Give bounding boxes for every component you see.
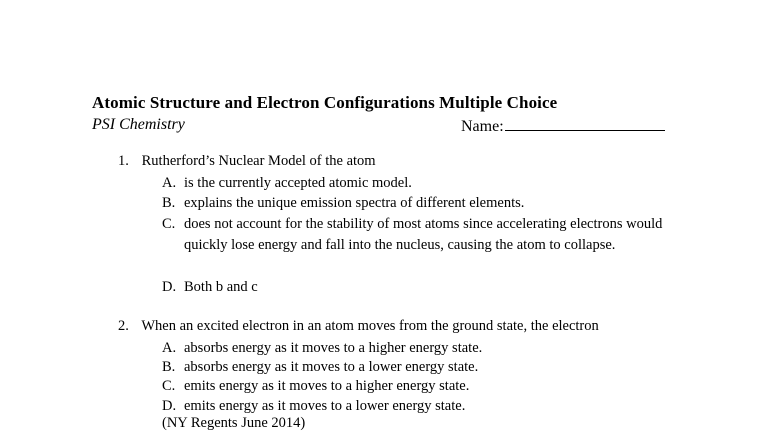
option-letter: C.	[162, 216, 176, 232]
question-text: When an excited electron in an atom moves from the ground state, the electron	[141, 318, 599, 334]
question-2-option-c[interactable]	[162, 376, 704, 396]
question-1-option-c[interactable]	[162, 214, 684, 256]
question-1-option-b[interactable]	[162, 193, 704, 213]
option-letter: A.	[162, 340, 177, 356]
option-text: does not account for the stability of most atoms since accelerating electrons would quickly lose energy and fall into the nucleus, causing the atom to collapse.	[184, 216, 663, 253]
option-text: explains the unique emission spectra of different elements.	[184, 195, 525, 211]
question-2-option-b[interactable]	[162, 357, 704, 377]
question-text: Rutherford’s Nuclear Model of the atom	[141, 153, 376, 169]
name-blank-line[interactable]	[505, 116, 665, 131]
option-text: absorbs energy as it moves to a lower energy state.	[184, 359, 479, 375]
option-text: is the currently accepted atomic model.	[184, 175, 412, 191]
question-2	[118, 318, 599, 335]
option-letter: C.	[162, 378, 176, 394]
option-text: absorbs energy as it moves to a higher energy state.	[184, 340, 483, 356]
option-letter: A.	[162, 175, 177, 191]
document-title: Atomic Structure and Electron Configurations Multiple Choice	[92, 93, 558, 112]
question-number: 2.	[118, 318, 129, 334]
question-2-option-a[interactable]	[162, 338, 704, 358]
question-1-option-a[interactable]	[162, 173, 704, 193]
question-2-source: (NY Regents June 2014)	[162, 415, 306, 431]
course-subtitle: PSI Chemistry	[92, 116, 185, 133]
option-letter: B.	[162, 359, 176, 375]
name-label: Name:	[461, 118, 504, 135]
option-letter: B.	[162, 195, 176, 211]
name-field[interactable]	[461, 116, 665, 136]
option-letter: D.	[162, 279, 177, 295]
question-2-option-d[interactable]	[162, 396, 704, 416]
option-text: emits energy as it moves to a higher energy state.	[184, 378, 470, 394]
option-letter: D.	[162, 398, 177, 414]
option-text: Both b and c	[184, 279, 258, 295]
question-1-option-d[interactable]	[162, 277, 704, 297]
option-text: emits energy as it moves to a lower energy state.	[184, 398, 466, 414]
question-number: 1.	[118, 153, 129, 169]
question-1	[118, 153, 376, 170]
